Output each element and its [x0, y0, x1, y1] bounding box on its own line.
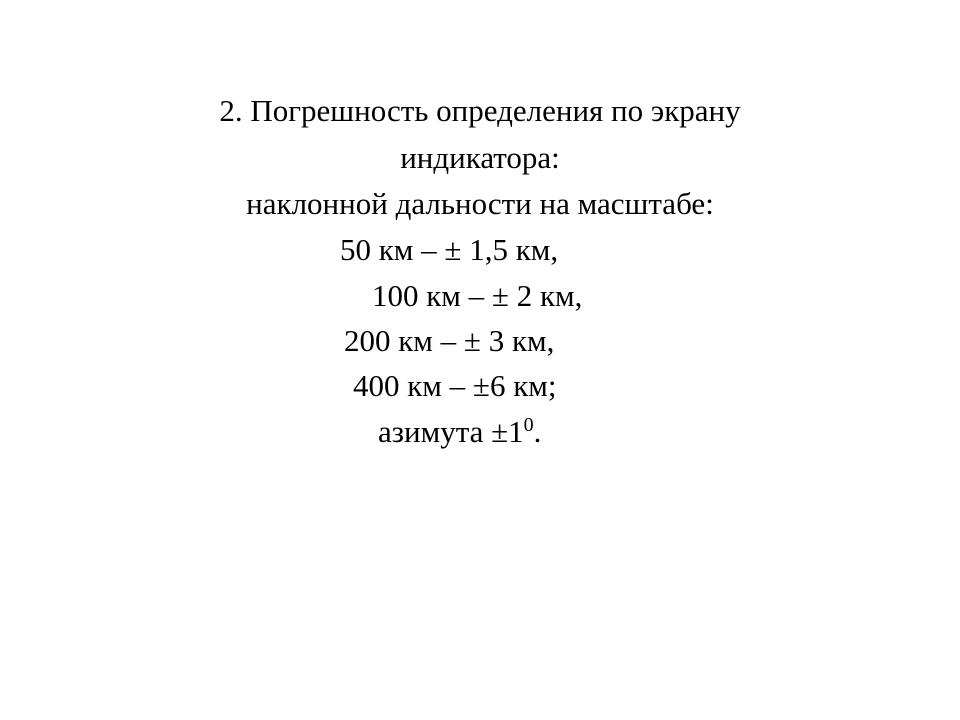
heading-line-2: индикатора: [400, 140, 560, 175]
azimuth-suffix: . [533, 414, 542, 449]
range-item-400: 400 км – ±6 км; [353, 368, 557, 403]
azimuth-prefix: азимута ±1 [378, 414, 524, 449]
azimuth-line [378, 415, 541, 447]
azimuth-degree-superscript: 0 [523, 414, 534, 436]
subheading: наклонной дальности на масштабе: [246, 186, 714, 221]
range-item-100: 100 км – ± 2 км, [372, 278, 583, 313]
range-item-200: 200 км – ± 3 км, [344, 323, 555, 358]
heading-line-1: 2. Погрешность определения по экрану [219, 93, 741, 128]
range-item-50: 50 км – ± 1,5 км, [340, 232, 559, 267]
